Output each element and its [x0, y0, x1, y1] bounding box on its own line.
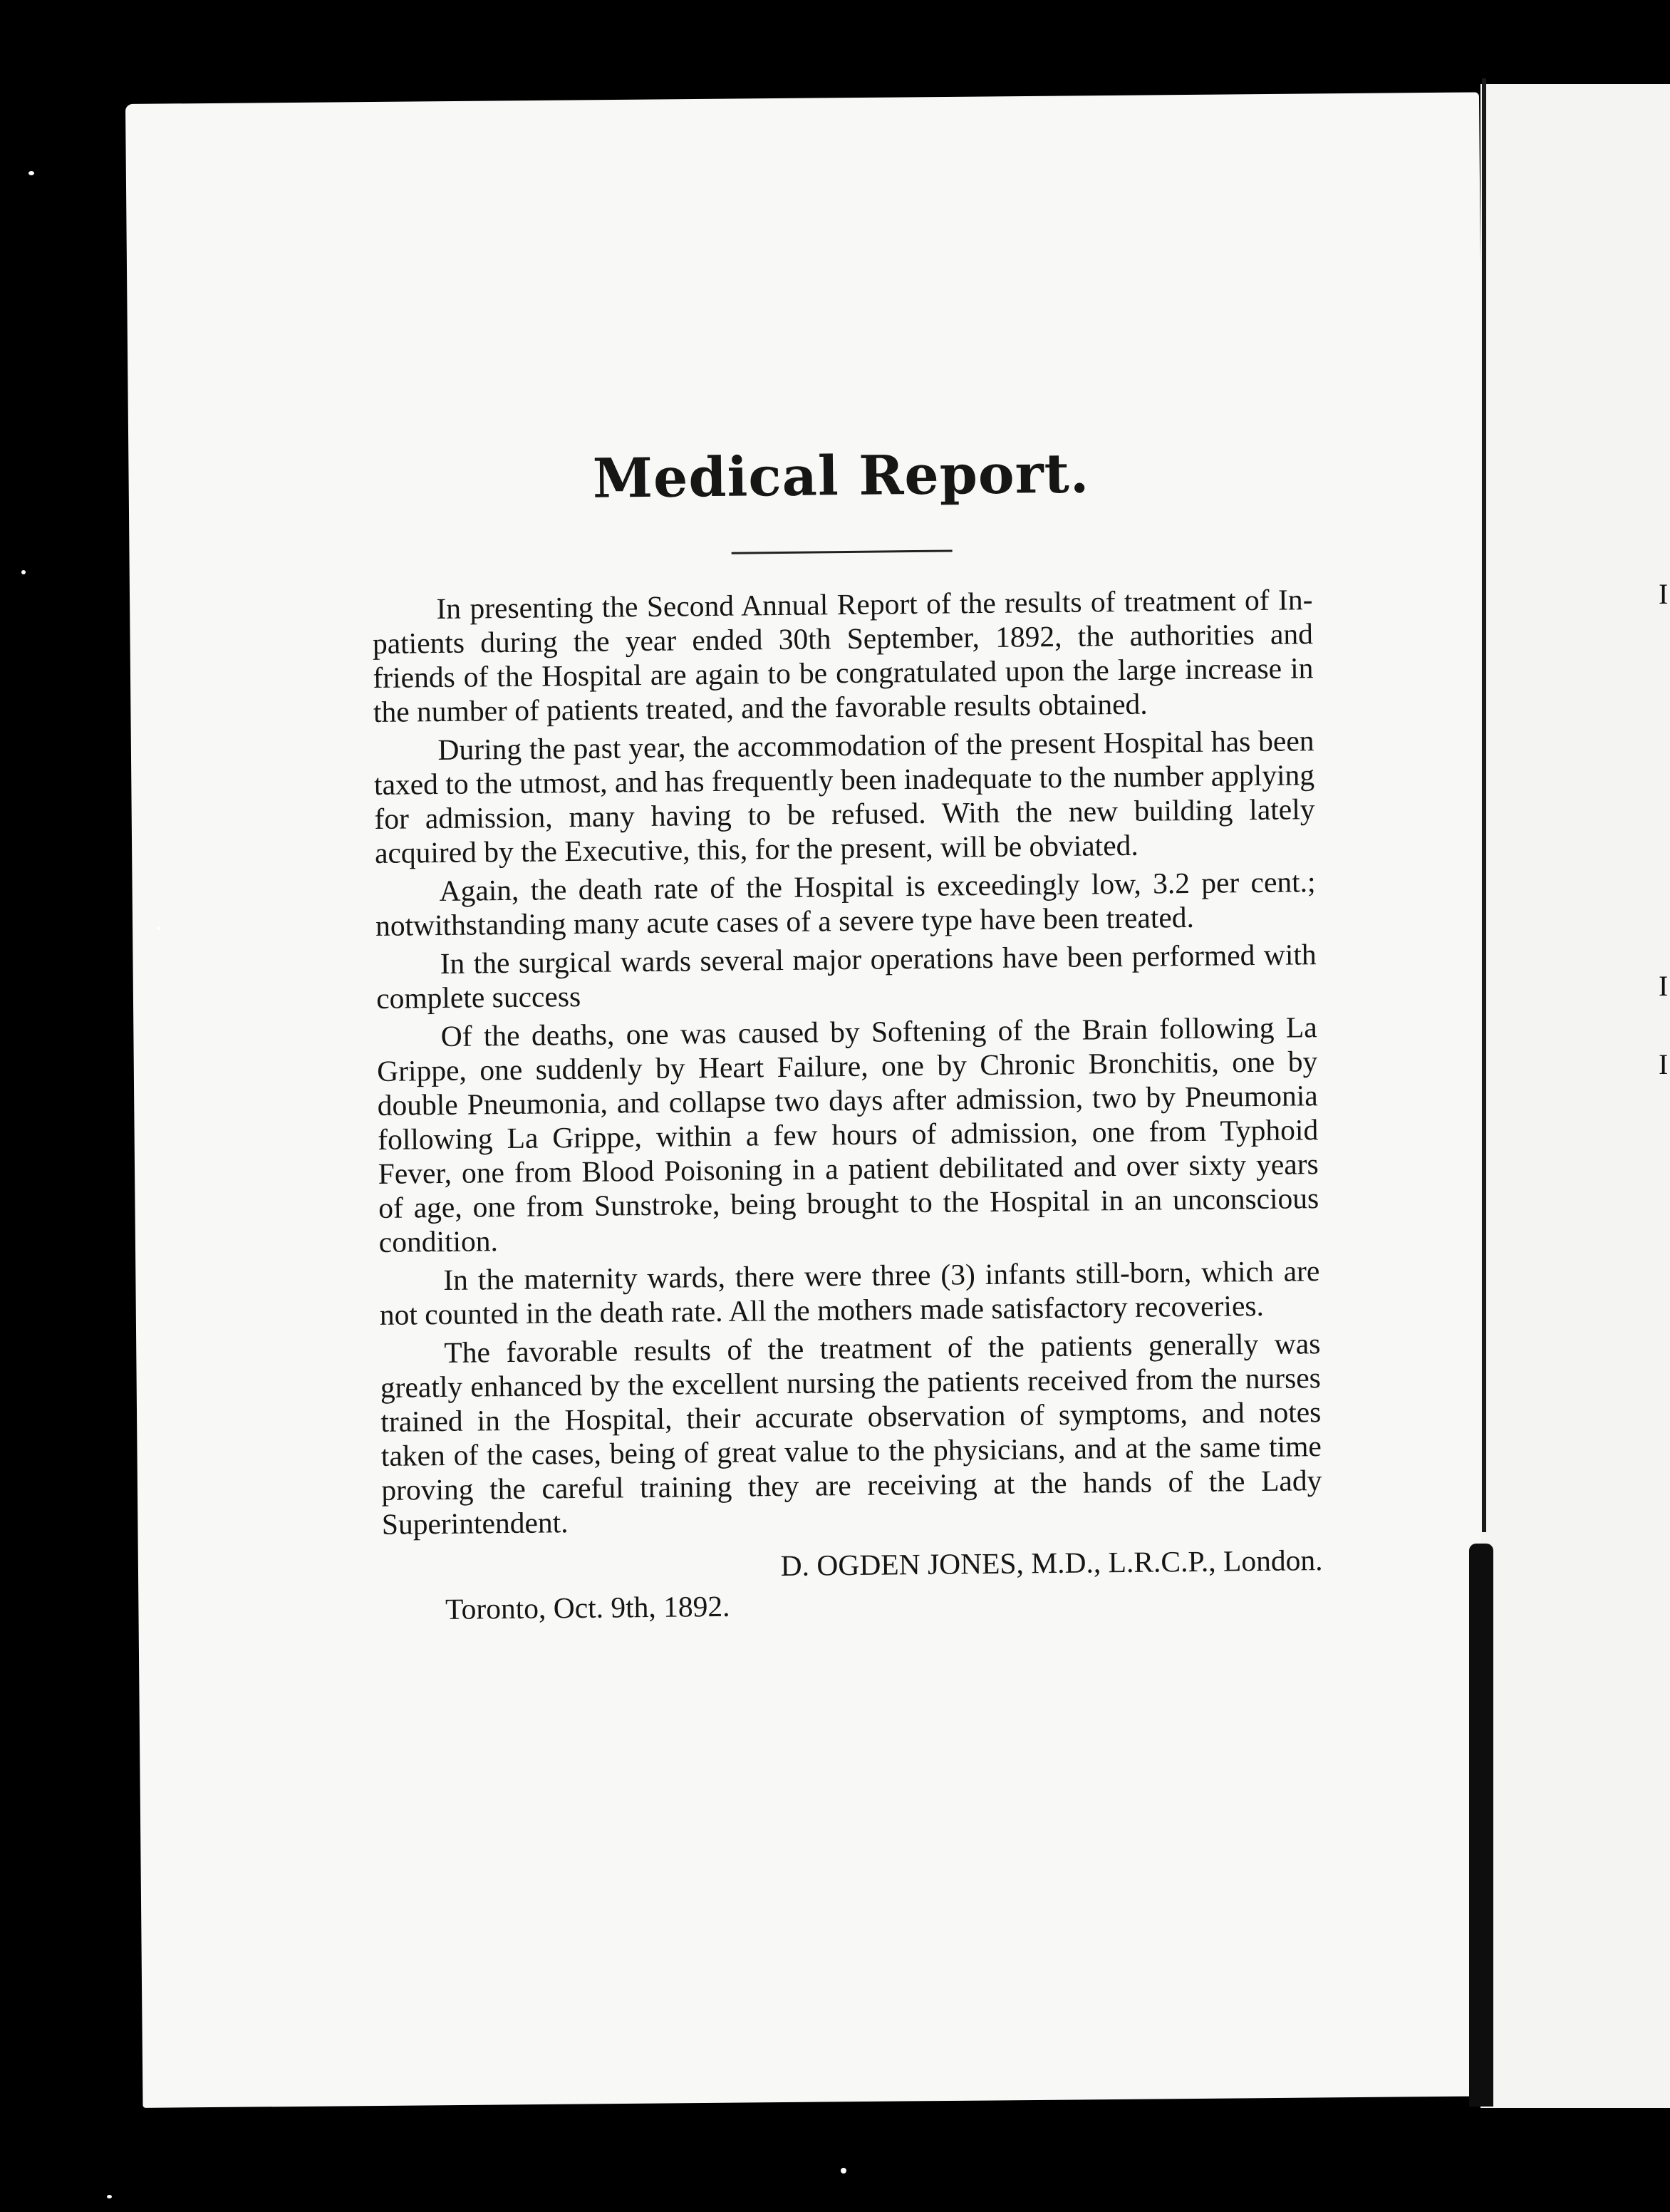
scan-speck [28, 171, 34, 175]
report-body [370, 432, 1323, 1628]
binding-gutter [1482, 78, 1486, 1532]
margin-mark: I [1659, 1048, 1669, 1080]
paragraph: In the surgical wards several major operations have been performed with complete success [375, 938, 1317, 1015]
paragraph: Again, the death rate of the Hospital is exceedingly low, 3.2 per cent.; notwithstanding many acute cases of a severe type have been treated. [375, 865, 1316, 942]
margin-mark: I [1659, 970, 1669, 1002]
facing-page-edge [1480, 84, 1670, 2108]
paragraph: During the past year, the accommodation of the present Hospital has been taxed to the utmost, and has frequently been inadequate to the number applying for admission, many having to be refused. With the new building lately acquired by the Executive, this, for the present, will be obviated. [373, 724, 1315, 869]
scan-speck [157, 926, 160, 930]
paragraph: In presenting the Second Annual Report of the results of treatment of In-patients during the year ended 30th September, 1892, the authorities and friends of the Hospital are again to be congratulated upon the large increase in the number of patients treated, and the favorable results obtained. [372, 583, 1314, 728]
paragraph: The favorable results of the treatment of the patients generally was greatly enhanced by the excellent nursing the patients received from the nurses trained in the Hospital, their accurate observation of symptoms, and notes taken of the cases, being of great value to the physicians, and at the same time proving the careful training they are receiving at the hands of the Lady Superintendent. [380, 1327, 1322, 1541]
scan-speck [107, 2195, 112, 2198]
margin-mark: I [1659, 578, 1669, 610]
paragraph: Of the deaths, one was caused by Softening of the Brain following La Grippe, one suddenly by Heart Failure, one by Chronic Bronchitis, one by double Pneumonia, and collapse two days after admission, two by Pneumonia following La Grippe, within a few hours of admission, one from Typhoid Fever, one from Blood Poisoning in a patient debilitated and over sixty years of age, one from Sunstroke, being brought to the Hospital in an unconscious condition. [377, 1011, 1319, 1259]
scan-speck [841, 2168, 846, 2174]
dateline: Toronto, Oct. 9th, 1892. [445, 1589, 730, 1626]
paragraph: In the maternity wards, there were three (3) infants still-born, which are not counted in the death rate. All the mothers made satisfactory recoveries. [379, 1254, 1320, 1331]
title-divider [732, 549, 953, 554]
page-title: Medical Report. [592, 441, 1090, 510]
signature: D. OGDEN JONES, M.D., L.R.C.P., London. [780, 1544, 1323, 1583]
scan-speck [21, 570, 26, 574]
binding-shadow [1469, 1544, 1493, 2107]
